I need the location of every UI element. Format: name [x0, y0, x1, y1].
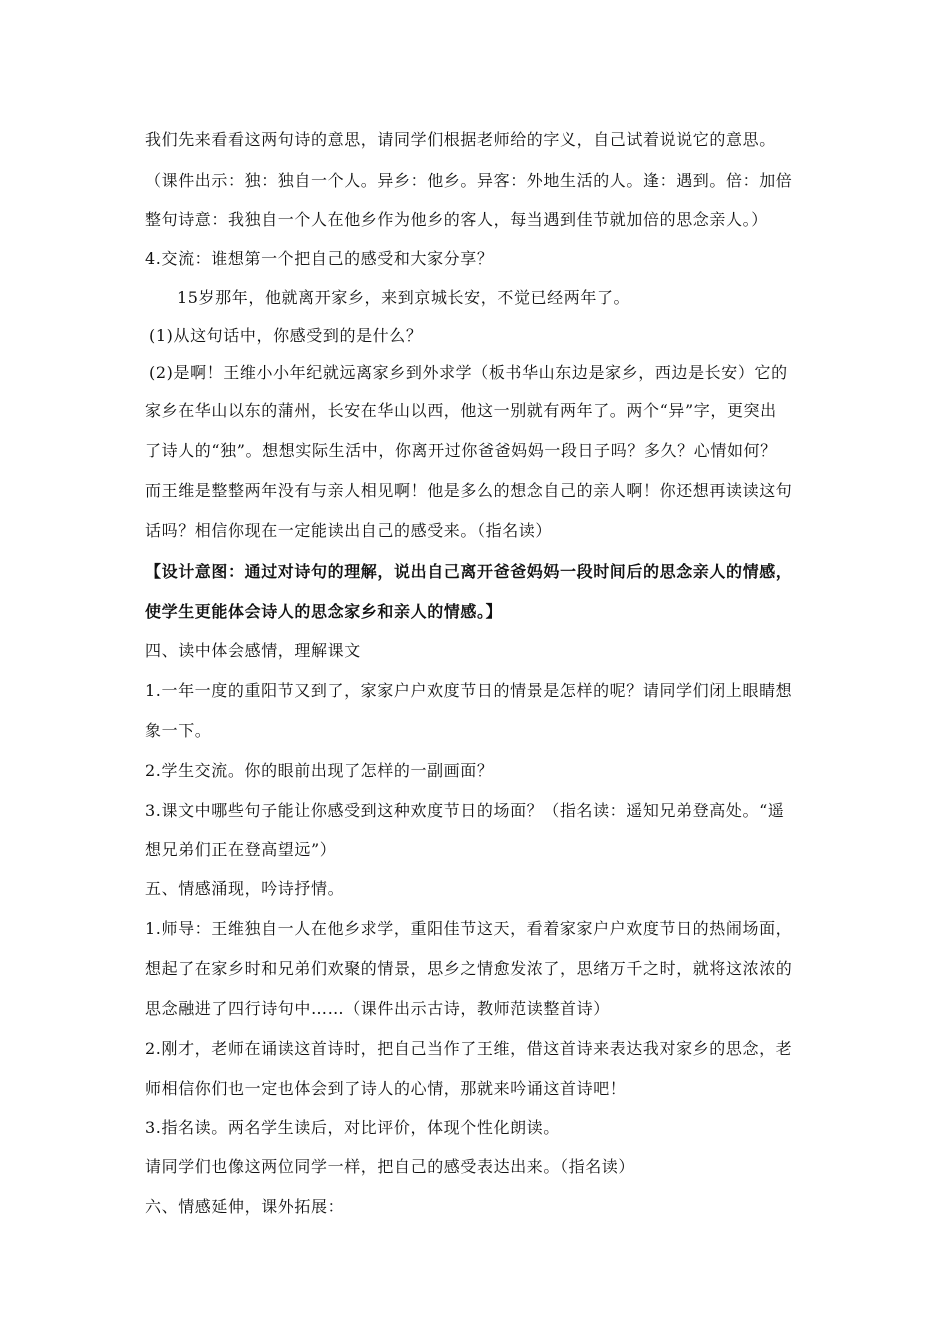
section-heading: 五、情感涌现，吟诗抒情。	[145, 879, 345, 898]
paragraph-line: 2.学生交流。你的眼前出现了怎样的一副画面？	[145, 761, 494, 780]
paragraph-line: 家乡在华山以东的蒲州，长安在华山以西，他这一别就有两年了。两个“异”字，更突出	[145, 401, 777, 420]
paragraph-line: 1.师导：王维独自一人在他乡求学，重阳佳节这天，看着家家户户欢度节日的热闹场面，	[145, 919, 793, 938]
quote-line: 15岁那年，他就离开家乡，来到京城长安，不觉已经两年了。	[177, 288, 631, 307]
paragraph-line: 象一下。	[145, 721, 212, 740]
paragraph-line: 3.课文中哪些句子能让你感受到这种欢度节日的场面？（指名读：遥知兄弟登高处。“遥	[145, 801, 785, 820]
paragraph-line: (2)是啊！王维小小年纪就远离家乡到外求学（板书华山东边是家乡，西边是长安）它的	[149, 363, 788, 382]
paragraph-line: 1.一年一度的重阳节又到了，家家户户欢度节日的情景是怎样的呢？请同学们闭上眼睛想	[145, 681, 793, 700]
paragraph-line: （课件出示：独：独自一个人。异乡：他乡。异客：外地生活的人。逢：遇到。倍：加倍	[145, 171, 793, 190]
section-heading: 四、读中体会感情，理解课文	[145, 641, 361, 660]
paragraph-line: 而王维是整整两年没有与亲人相见啊！他是多么的想念自己的亲人啊！你还想再读读这句	[145, 481, 793, 500]
paragraph-line: 师相信你们也一定也体会到了诗人的心情，那就来吟诵这首诗吧！	[145, 1079, 627, 1098]
design-intent-line: 使学生更能体会诗人的思念家乡和亲人的情感。】	[145, 602, 503, 621]
paragraph-line: 想兄弟们正在登高望远”）	[145, 840, 337, 859]
paragraph-line: (1)从这句话中，你感受到的是什么？	[149, 326, 423, 345]
design-intent-line: 【设计意图：通过对诗句的理解，说出自己离开爸爸妈妈一段时间后的思念亲人的情感，	[145, 562, 793, 581]
paragraph-line: 4.交流：谁想第一个把自己的感受和大家分享？	[145, 249, 494, 268]
paragraph-line: 我们先来看看这两句诗的意思，请同学们根据老师给的字义，自己试着说说它的意思。	[145, 130, 776, 149]
section-heading: 六、情感延伸，课外拓展：	[145, 1197, 345, 1216]
paragraph-line: 话吗？相信你现在一定能读出自己的感受来。（指名读）	[145, 521, 553, 540]
paragraph-line: 请同学们也像这两位同学一样，把自己的感受表达出来。（指名读）	[145, 1157, 636, 1176]
paragraph-line: 2.刚才，老师在诵读这首诗时，把自己当作了王维，借这首诗来表达我对家乡的思念，老	[145, 1039, 793, 1058]
paragraph-line: 3.指名读。两名学生读后，对比评价，体现个性化朗读。	[145, 1118, 560, 1137]
paragraph-line: 想起了在家乡时和兄弟们欢聚的情景，思乡之情愈发浓了，思绪万千之时，就将这浓浓的	[145, 959, 793, 978]
paragraph-line: 思念融进了四行诗句中……（课件出示古诗，教师范读整首诗）	[145, 999, 610, 1018]
paragraph-line: 了诗人的“独”。想想实际生活中，你离开过你爸爸妈妈一段日子吗？多久？心情如何？	[145, 441, 777, 460]
paragraph-line: 整句诗意：我独自一个人在他乡作为他乡的客人，每当遇到佳节就加倍的思念亲人。）	[145, 210, 768, 229]
